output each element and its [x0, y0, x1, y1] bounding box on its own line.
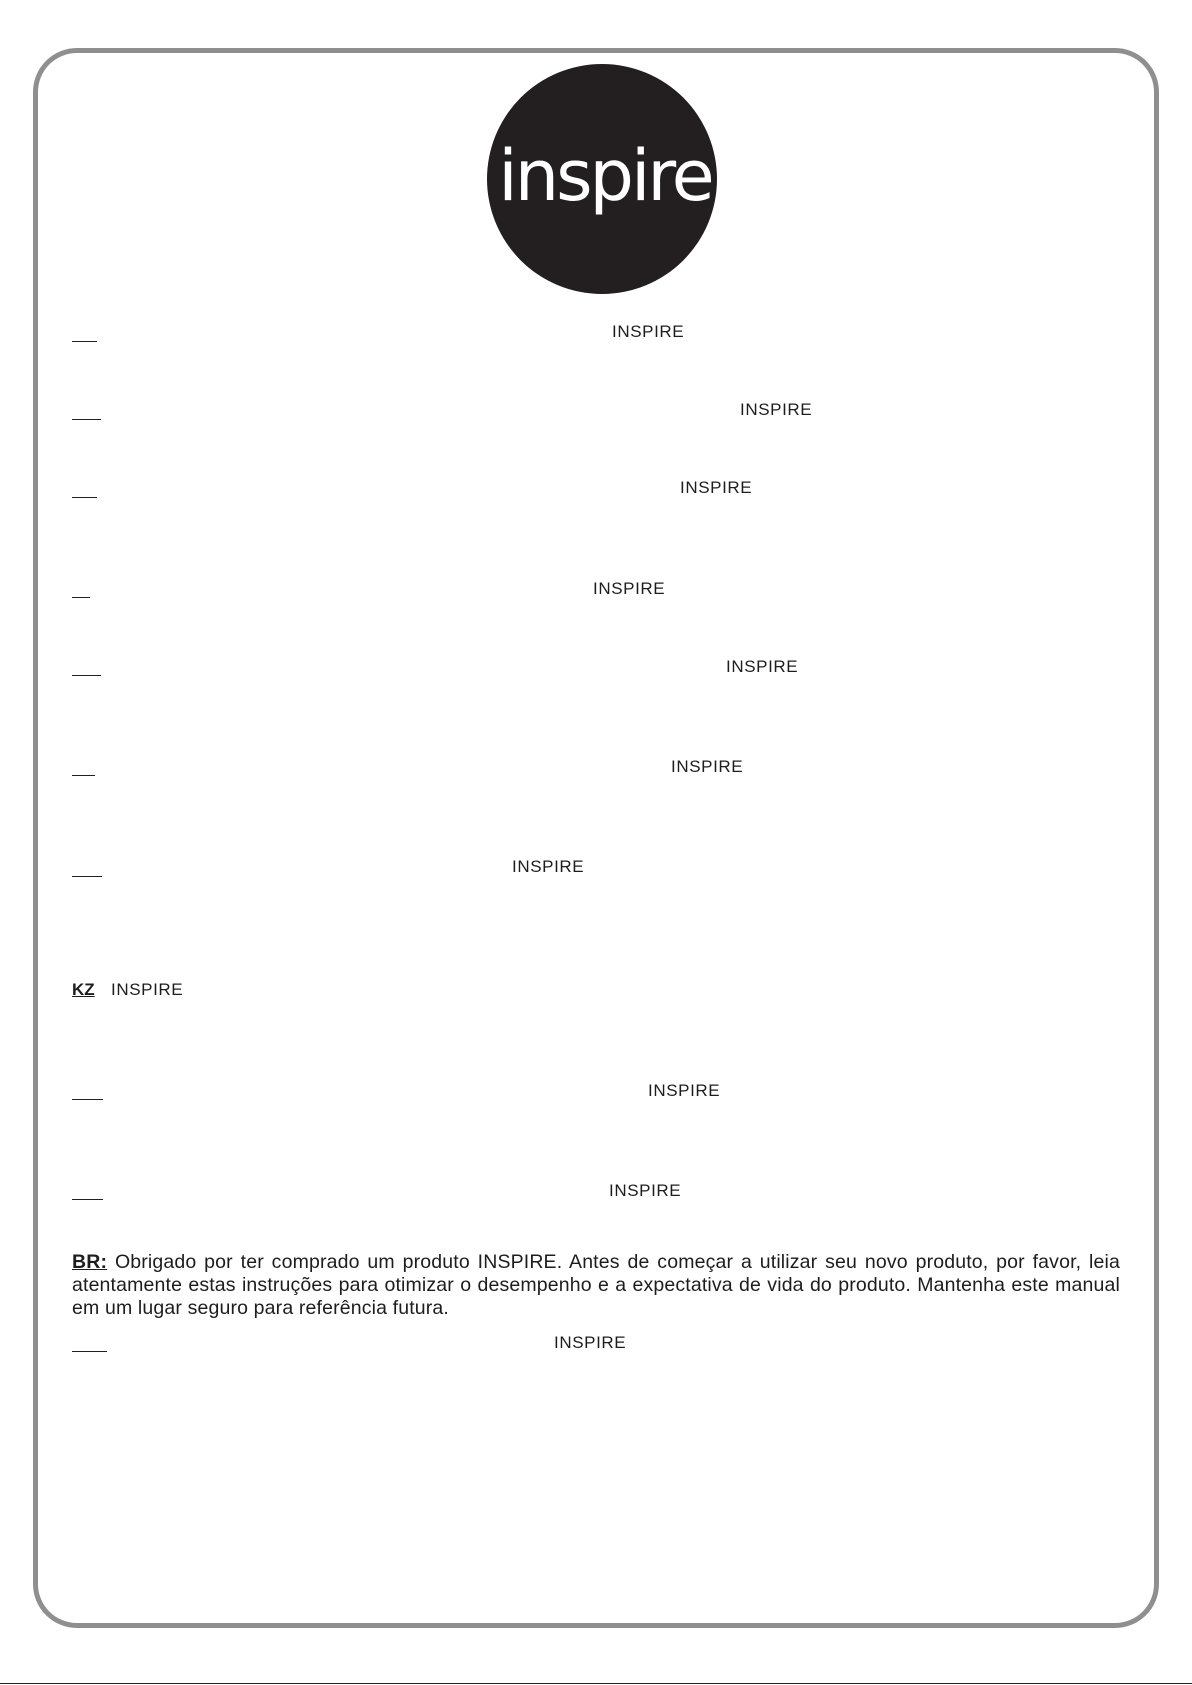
brand-mention: INSPIRE [680, 478, 753, 497]
inspire-logo [487, 64, 717, 294]
brand-mention: INSPIRE [726, 657, 799, 676]
language-code-kz: KZ [72, 980, 95, 999]
language-code-placeholder [72, 775, 95, 776]
brand-mention: INSPIRE [593, 579, 666, 598]
br-paragraph [72, 1251, 1120, 1320]
brand-mention: INSPIRE [612, 322, 685, 341]
brand-mention: INSPIRE [554, 1333, 627, 1352]
language-code-br: BR: [72, 1251, 108, 1273]
brand-mention: INSPIRE [740, 400, 813, 419]
language-code-placeholder [72, 876, 102, 877]
language-code-placeholder [72, 597, 90, 598]
brand-mention: INSPIRE [648, 1081, 721, 1100]
br-text: Obrigado por ter comprado um produto INSPIRE. Antes de começar a utilizar seu novo produto, por favor, leia atentamente estas instruções para otimizar o desempenho e a expectativa de vida do produto. Mantenha este manual em um lugar seguro para referência futura. [72, 1251, 1120, 1319]
language-code-placeholder [72, 497, 97, 498]
brand-mention: INSPIRE [111, 980, 184, 999]
language-code-placeholder [72, 341, 97, 342]
brand-mention: INSPIRE [609, 1181, 682, 1200]
language-code-placeholder [72, 1351, 107, 1352]
brand-mention: INSPIRE [512, 857, 585, 876]
logo-wordmark: inspire [498, 135, 712, 217]
page-bottom-rule [0, 1683, 1192, 1684]
language-code-placeholder [72, 1199, 103, 1200]
language-code-placeholder [72, 1099, 103, 1100]
brand-mention: INSPIRE [671, 757, 744, 776]
language-code-placeholder [72, 419, 101, 420]
language-code-placeholder [72, 675, 101, 676]
